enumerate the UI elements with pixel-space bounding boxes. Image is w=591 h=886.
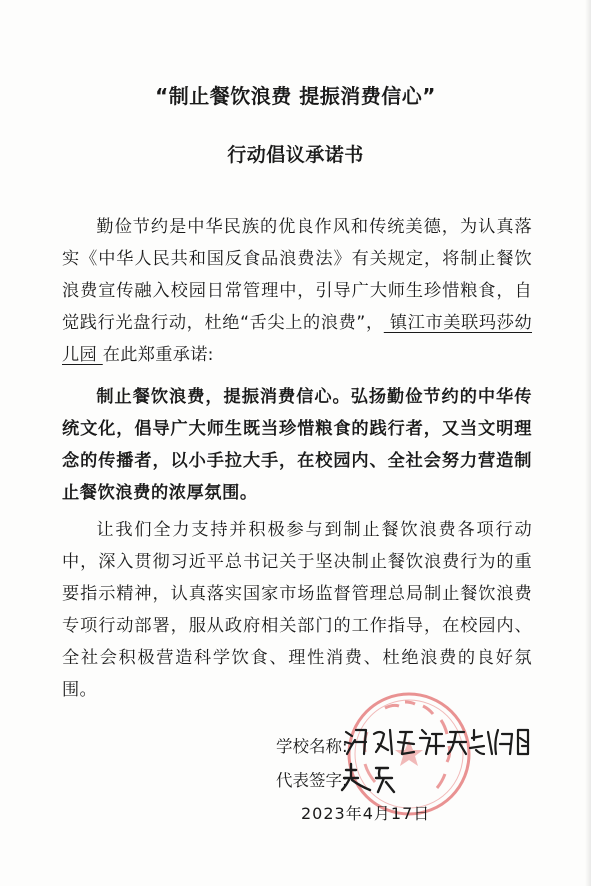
- page-edge-shadow: [585, 0, 591, 886]
- paragraph-action: 让我们全力支持并积极参与到制止餐饮浪费各项行动中，深入贯彻习近平总书记关于坚决制止餐饮浪费行为的重要指示精神，认真落实国家市场监督管理总局制止餐饮浪费专项行动部署，服从政府相关部门的工作指导，在校园内、全社会积极营造科学饮食、理性消费、杜绝浪费的良好氛围。: [62, 520, 532, 700]
- representative-signature: [340, 760, 402, 796]
- representative-label: 代表签字:: [276, 771, 348, 790]
- document-title: “制止餐饮浪费 提振消费信心”: [155, 84, 436, 108]
- representative-line: [276, 767, 348, 791]
- signing-date: 2023年4月17日: [301, 804, 431, 823]
- document-subtitle: 行动倡议承诺书: [227, 144, 364, 166]
- school-name-filled: 镇江市美联玛莎幼儿园: [62, 313, 533, 365]
- school-name-line: [276, 733, 348, 757]
- school-name-handwriting: [342, 724, 532, 760]
- paragraph-intro-text: 勤俭节约是中华民族的优良作风和传统美德，为认真落实《中华人民共和国反食品浪费法》有关规定，将制止餐饮浪费宣传融入校园日常管理中，引导广大师生珍惜粮食，自觉践行光盘行动，杜绝“舌尖上的浪费”，: [62, 217, 532, 333]
- paragraph-intro: [62, 211, 532, 371]
- paragraph-intro-ending: 在此郑重承诺:: [102, 345, 214, 365]
- school-name-label: 学校名称:: [276, 737, 348, 756]
- paragraph-commitment: 制止餐饮浪费，提振消费信心。弘扬勤俭节约的中华传统文化，倡导广大师生既当珍惜粮食的践行者，又当文明理念的传播者，以小手拉大手，在校园内、全社会努力营造制止餐饮浪费的浓厚氛围。: [62, 387, 532, 503]
